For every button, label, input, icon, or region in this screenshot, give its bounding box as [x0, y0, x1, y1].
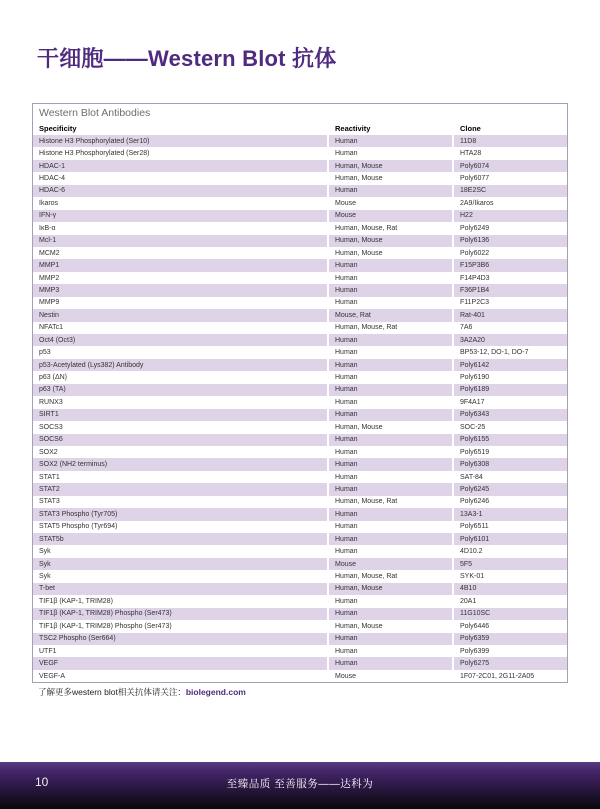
cell-specificity: STAT1 [39, 473, 60, 481]
table-row [33, 521, 567, 533]
table-row [33, 346, 567, 358]
cell-reactivity: Human [327, 297, 452, 309]
cell-clone: 2A9/Ikaros [452, 197, 567, 209]
table-row [33, 496, 567, 508]
cell-specificity: VEGF [39, 660, 59, 668]
cell-reactivity: Human, Mouse [327, 421, 452, 433]
cell-reactivity: Human [327, 483, 452, 495]
cell-reactivity: Human [327, 645, 452, 657]
table-row [33, 185, 567, 197]
table-row [33, 197, 567, 209]
cell-specificity: Ikaros [39, 199, 59, 207]
cell-reactivity: Human, Mouse [327, 160, 452, 172]
cell-clone: 11D8 [452, 135, 567, 147]
table-column-headers [33, 121, 567, 135]
cell-clone: 11G10SC [452, 608, 567, 620]
cell-reactivity: Human, Mouse [327, 247, 452, 259]
table-row [33, 545, 567, 557]
cell-specificity: SOX2 (NH2 terminus) [39, 461, 108, 469]
cell-clone: 20A1 [452, 595, 567, 607]
table-row [33, 471, 567, 483]
cell-specificity: MMP3 [39, 286, 60, 294]
cell-clone: Poly6249 [452, 222, 567, 234]
cell-reactivity: Human [327, 384, 452, 396]
cell-specificity: MMP9 [39, 299, 60, 307]
cell-specificity: SOCS3 [39, 423, 63, 431]
table-row [33, 645, 567, 657]
cell-specificity: STAT5b [39, 535, 64, 543]
table-row [33, 620, 567, 632]
cell-clone: F36P1B4 [452, 284, 567, 296]
footer-bar [0, 762, 600, 809]
table-row [33, 533, 567, 545]
table-row [33, 508, 567, 520]
cell-reactivity: Mouse, Rat [327, 309, 452, 321]
cell-specificity: HDAC-4 [39, 175, 66, 183]
cell-reactivity: Human, Mouse, Rat [327, 222, 452, 234]
cell-clone: Poly6343 [452, 409, 567, 421]
cell-specificity: IκB-α [39, 224, 56, 232]
table-row [33, 483, 567, 495]
cell-clone: Poly6275 [452, 657, 567, 669]
cell-specificity: p53 [39, 349, 51, 357]
cell-specificity: MCM2 [39, 249, 60, 257]
table-row [33, 235, 567, 247]
cell-specificity: NFATc1 [39, 324, 63, 332]
cell-specificity: HDAC-6 [39, 187, 66, 195]
cell-specificity: SOX2 [39, 448, 58, 456]
cell-specificity: Syk [39, 573, 51, 581]
cell-specificity: HDAC-1 [39, 162, 66, 170]
cell-clone: Poly6136 [452, 235, 567, 247]
table-row [33, 334, 567, 346]
table-row [33, 583, 567, 595]
cell-specificity: TSC2 Phospho (Ser664) [39, 635, 116, 643]
cell-specificity: Syk [39, 548, 51, 556]
cell-specificity: STAT2 [39, 485, 60, 493]
page-title: 干细胞——Western Blot 抗体 [37, 46, 337, 71]
cell-reactivity: Human [327, 185, 452, 197]
table-row [33, 434, 567, 446]
cell-clone: SOC-25 [452, 421, 567, 433]
cell-clone: Poly6519 [452, 446, 567, 458]
cell-specificity: p63 (ΔN) [39, 374, 68, 382]
cell-specificity: T-bet [39, 585, 55, 593]
cell-clone: 9F4A17 [452, 396, 567, 408]
cell-clone: 4D10.2 [452, 545, 567, 557]
cell-reactivity: Human [327, 657, 452, 669]
column-header-clone: Clone [460, 123, 481, 133]
table-row [33, 409, 567, 421]
cell-specificity: VEGF-A [39, 672, 66, 680]
cell-reactivity: Mouse [327, 558, 452, 570]
cell-reactivity: Human, Mouse [327, 235, 452, 247]
cell-clone: SAT-84 [452, 471, 567, 483]
cell-reactivity: Human [327, 272, 452, 284]
cell-clone: Poly6189 [452, 384, 567, 396]
table-row [33, 322, 567, 334]
cell-clone: Poly6246 [452, 496, 567, 508]
table-row [33, 384, 567, 396]
cell-specificity: RUNX3 [39, 398, 63, 406]
cell-clone: F14P4D3 [452, 272, 567, 284]
cell-specificity: TIF1β (KAP-1, TRIM28) Phospho (Ser473) [39, 622, 172, 630]
cell-specificity: IFN-γ [39, 212, 57, 220]
cell-reactivity: Human, Mouse [327, 620, 452, 632]
table-row [33, 421, 567, 433]
cell-clone: Poly6077 [452, 172, 567, 184]
table-row [33, 670, 567, 682]
cell-reactivity: Human [327, 508, 452, 520]
cell-reactivity: Human, Mouse [327, 583, 452, 595]
cell-specificity: p63 (TA) [39, 386, 66, 394]
cell-specificity: Syk [39, 560, 51, 568]
page-number: 10 [35, 775, 49, 789]
biolegend-link[interactable]: biolegend.com [185, 687, 246, 697]
cell-specificity: UTF1 [39, 647, 57, 655]
table-row [33, 297, 567, 309]
cell-specificity: STAT3 Phospho (Tyr705) [39, 510, 118, 518]
cell-specificity: STAT5 Phospho (Tyr694) [39, 523, 118, 531]
cell-specificity: Histone H3 Phosphorylated (Ser10) [39, 137, 150, 145]
table-row [33, 272, 567, 284]
cell-specificity: Mcl-1 [39, 237, 57, 245]
table-row [33, 147, 567, 159]
cell-reactivity: Human, Mouse, Rat [327, 322, 452, 334]
cell-reactivity: Human [327, 135, 452, 147]
cell-clone: Poly6399 [452, 645, 567, 657]
table-row [33, 458, 567, 470]
cell-clone: Rat-401 [452, 309, 567, 321]
cell-clone: 1F07-2C01, 2G11-2A05 [452, 670, 567, 682]
cell-clone: Poly6359 [452, 633, 567, 645]
cell-clone: 7A6 [452, 322, 567, 334]
cell-reactivity: Human [327, 458, 452, 470]
cell-reactivity: Human [327, 595, 452, 607]
table-row [33, 446, 567, 458]
cell-reactivity: Human [327, 471, 452, 483]
cell-clone: Poly6155 [452, 434, 567, 446]
note-text: 了解更多western blot相关抗体请关注： [38, 687, 186, 697]
cell-specificity: Histone H3 Phosphorylated (Ser28) [39, 150, 150, 158]
column-header-specificity: Specificity [39, 123, 77, 133]
cell-reactivity: Human [327, 396, 452, 408]
cell-specificity: Oct4 (Oct3) [39, 336, 76, 344]
cell-clone: Poly6511 [452, 521, 567, 533]
cell-clone: 5F5 [452, 558, 567, 570]
cell-clone: 13A3-1 [452, 508, 567, 520]
antibody-table [32, 103, 568, 683]
cell-clone: BP53-12, DO-1, DO-7 [452, 346, 567, 358]
table-row [33, 595, 567, 607]
column-header-reactivity: Reactivity [335, 123, 371, 133]
table-row [33, 371, 567, 383]
cell-reactivity: Human [327, 334, 452, 346]
table-row [33, 259, 567, 271]
table-row [33, 222, 567, 234]
table-row [33, 135, 567, 147]
table-rows [33, 135, 567, 682]
table-row [33, 359, 567, 371]
cell-clone: Poly6074 [452, 160, 567, 172]
cell-reactivity: Mouse [327, 670, 452, 682]
cell-reactivity: Human [327, 284, 452, 296]
cell-reactivity: Mouse [327, 197, 452, 209]
cell-reactivity: Human [327, 359, 452, 371]
cell-clone: Poly6245 [452, 483, 567, 495]
cell-reactivity: Human [327, 434, 452, 446]
table-row [33, 608, 567, 620]
table-row [33, 160, 567, 172]
cell-clone: Poly6142 [452, 359, 567, 371]
cell-reactivity: Human [327, 409, 452, 421]
footer-slogan: 至臻品质 至善服务——达科为 [226, 778, 374, 790]
cell-reactivity: Human [327, 545, 452, 557]
cell-reactivity: Human [327, 608, 452, 620]
table-row [33, 309, 567, 321]
cell-specificity: p53-Acetylated (Lys382) Antibody [39, 361, 144, 369]
cell-specificity: TIF1β (KAP-1, TRIM28) [39, 597, 113, 605]
cell-specificity: Nestin [39, 311, 59, 319]
table-row [33, 247, 567, 259]
cell-reactivity: Human [327, 633, 452, 645]
cell-clone: F11P2C3 [452, 297, 567, 309]
cell-reactivity: Human, Mouse [327, 172, 452, 184]
table-title: Western Blot Antibodies [39, 107, 151, 119]
cell-specificity: TIF1β (KAP-1, TRIM28) Phospho (Ser473) [39, 610, 172, 618]
cell-reactivity: Human [327, 533, 452, 545]
cell-specificity: MMP1 [39, 262, 60, 270]
cell-reactivity: Human, Mouse, Rat [327, 496, 452, 508]
table-row [33, 396, 567, 408]
table-row [33, 172, 567, 184]
cell-specificity: STAT3 [39, 498, 60, 506]
cell-specificity: SOCS6 [39, 436, 63, 444]
cell-reactivity: Human [327, 521, 452, 533]
cell-reactivity: Human [327, 446, 452, 458]
cell-clone: HTA28 [452, 147, 567, 159]
table-row [33, 284, 567, 296]
cell-reactivity: Human [327, 147, 452, 159]
table-row [33, 633, 567, 645]
cell-clone: Poly6101 [452, 533, 567, 545]
table-row [33, 210, 567, 222]
cell-reactivity: Mouse [327, 210, 452, 222]
cell-clone: Poly6308 [452, 458, 567, 470]
cell-clone: 4B10 [452, 583, 567, 595]
cell-reactivity: Human [327, 259, 452, 271]
more-info-note [38, 686, 246, 698]
table-row [33, 570, 567, 582]
cell-reactivity: Human [327, 346, 452, 358]
cell-specificity: SIRT1 [39, 411, 59, 419]
table-row [33, 558, 567, 570]
cell-clone: 3A2A20 [452, 334, 567, 346]
cell-clone: F15P3B6 [452, 259, 567, 271]
cell-clone: H22 [452, 210, 567, 222]
cell-reactivity: Human [327, 371, 452, 383]
cell-clone: Poly6022 [452, 247, 567, 259]
cell-clone: SYK-01 [452, 570, 567, 582]
table-row [33, 657, 567, 669]
cell-reactivity: Human, Mouse, Rat [327, 570, 452, 582]
cell-specificity: MMP2 [39, 274, 60, 282]
cell-clone: 18E2SC [452, 185, 567, 197]
cell-clone: Poly6446 [452, 620, 567, 632]
cell-clone: Poly6190 [452, 371, 567, 383]
